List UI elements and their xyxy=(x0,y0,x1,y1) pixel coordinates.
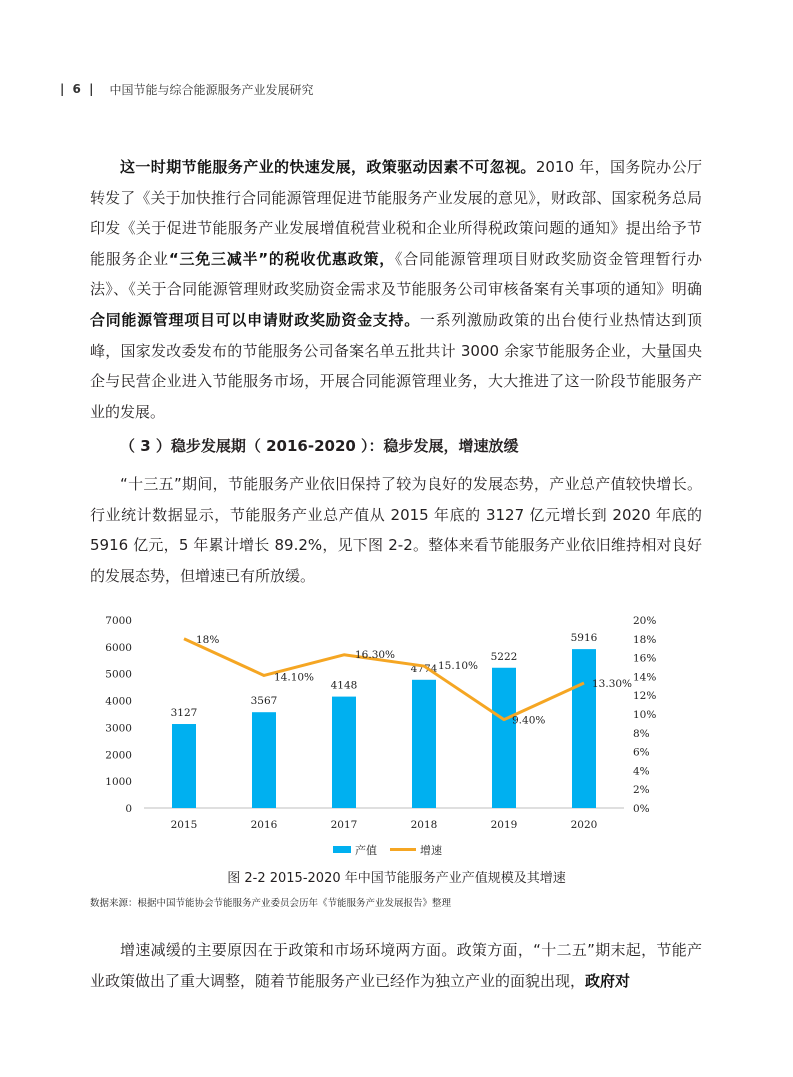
left-axis-tick: 2000 xyxy=(105,749,132,762)
right-axis-tick: 4% xyxy=(633,765,650,778)
paragraph1-text2: 《合同能源管理项目财政奖励资金管理暂行办法》、《关于合同能源管理财政奖励资金需求及节能服务公司审核备案有关事项的通知》明确 xyxy=(90,249,702,299)
legend-label-growth: 增速 xyxy=(420,844,442,857)
chart-legend xyxy=(333,843,442,857)
x-axis-tick: 2016 xyxy=(250,819,278,831)
data-source-note: 数据来源：根据中国节能协会节能服务产业委员会历年《节能服务产业发展报告》整理 xyxy=(90,898,452,909)
paragraph2-text: “十三五”期间，节能服务产业依旧保持了较为良好的发展态势，产业总产值较快增长。行业统计数据显示，节能服务产业总产值从 2015 年底的 3127 亿元增长到 2020 年底的 5916 亿元，5 年累计增长 89.2%，见下图 2-2。整体来看节能服务产业依旧维持相对良好的发展态势，但增速已有所放缓。 xyxy=(90,475,702,585)
right-axis-tick: 2% xyxy=(633,784,650,797)
right-axis-tick: 12% xyxy=(633,690,657,703)
x-axis-tick: 2019 xyxy=(490,819,518,831)
left-axis-tick: 6000 xyxy=(105,641,132,654)
bar-2019 xyxy=(492,668,516,808)
x-axis-tick: 2017 xyxy=(330,819,358,831)
bar-value-label: 4774 xyxy=(410,662,438,675)
left-axis-tick: 4000 xyxy=(105,695,132,708)
figure-caption: 图 2-2 2015-2020 年中国节能服务产业产值规模及其增速 xyxy=(227,871,566,886)
running-title: 中国节能与综合能源服务产业发展研究 xyxy=(109,82,314,97)
growth-value-label: 15.10% xyxy=(438,660,479,673)
right-axis-tick: 0% xyxy=(633,803,650,815)
paragraph1-text1: 2010 年，国务院办公厅转发了《关于加快推行合同能源管理促进节能服务产业发展的意见》，财政部、国家税务总局印发《关于促进节能服务产业发展增值税营业税和企业所得税政策问题的通知》提出给予节能服务企业 xyxy=(90,158,702,268)
x-axis-tick: 2015 xyxy=(170,819,198,831)
paragraph-thirteenth-five-year xyxy=(90,469,702,591)
bar-value-label: 3567 xyxy=(250,695,278,708)
section-heading: （ 3 ）稳步发展期（ 2016-2020 ）：稳步发展，增速放缓 xyxy=(120,437,519,455)
left-axis-tick: 1000 xyxy=(105,776,132,789)
paragraph1-bold2: “三免三减半”的税收优惠政策， xyxy=(168,249,395,268)
right-axis-tick: 14% xyxy=(633,671,657,684)
bar-2017 xyxy=(332,697,356,808)
paragraph1-bold-lead: 这一时期节能服务产业的快速发展，政策驱动因素不可忽视。 xyxy=(120,158,536,176)
left-axis-tick: 7000 xyxy=(105,615,132,627)
legend-label-output: 产值 xyxy=(355,844,377,857)
legend-swatch-output xyxy=(333,846,351,853)
left-axis-tick: 3000 xyxy=(105,722,132,735)
growth-value-label: 13.30% xyxy=(592,677,633,690)
x-axis-tick: 2020 xyxy=(570,819,598,831)
bar-value-label: 5222 xyxy=(490,650,518,663)
bar-value-label: 5916 xyxy=(570,632,598,645)
output-growth-chart xyxy=(90,604,710,864)
running-header xyxy=(60,79,314,99)
paragraph-slowdown-reasons xyxy=(90,935,702,996)
right-axis-tick: 20% xyxy=(633,615,657,627)
paragraph-policy-driven xyxy=(90,152,702,427)
page-number: | 6 | xyxy=(60,82,96,96)
bar-value-label: 3127 xyxy=(170,707,198,720)
paragraph3-bold: 政府对 xyxy=(585,971,631,990)
growth-value-label: 18% xyxy=(196,633,220,646)
right-axis-tick: 10% xyxy=(633,709,657,721)
paragraph1-bold3: 合同能源管理项目可以申请财政奖励资金支持。 xyxy=(90,310,420,329)
growth-value-label: 14.10% xyxy=(274,671,315,684)
right-axis-tick: 18% xyxy=(633,633,657,646)
right-axis-tick: 16% xyxy=(633,652,657,665)
bar-2015 xyxy=(172,724,196,808)
growth-value-label: 16.30% xyxy=(355,648,396,661)
paragraph1-text3: 一系列激励政策的出台使行业热情达到顶峰，国家发改委发布的节能服务公司备案名单五批共计 3000 余家节能服务企业，大量国央企与民营企业进入节能服务市场，开展合同能源管理业务，大大推进了这一阶段节能服务产业的发展。 xyxy=(90,310,702,421)
left-axis-tick: 5000 xyxy=(105,668,132,681)
bar-2016 xyxy=(252,712,276,808)
bar-value-label: 4148 xyxy=(330,679,358,692)
growth-value-label: 9.40% xyxy=(512,714,546,727)
right-axis-tick: 8% xyxy=(633,727,650,740)
paragraph3-text1: 增速减缓的主要原因在于政策和市场环境两方面。政策方面，“十二五”期末起，节能产业政策做出了重大调整，随着节能服务产业已经作为独立产业的面貌出现， xyxy=(90,941,702,990)
x-axis-tick: 2018 xyxy=(410,819,438,831)
bar-2020 xyxy=(572,649,596,808)
right-axis-tick: 6% xyxy=(633,746,650,759)
bar-2018 xyxy=(412,680,436,808)
left-axis-tick: 0 xyxy=(125,803,132,815)
